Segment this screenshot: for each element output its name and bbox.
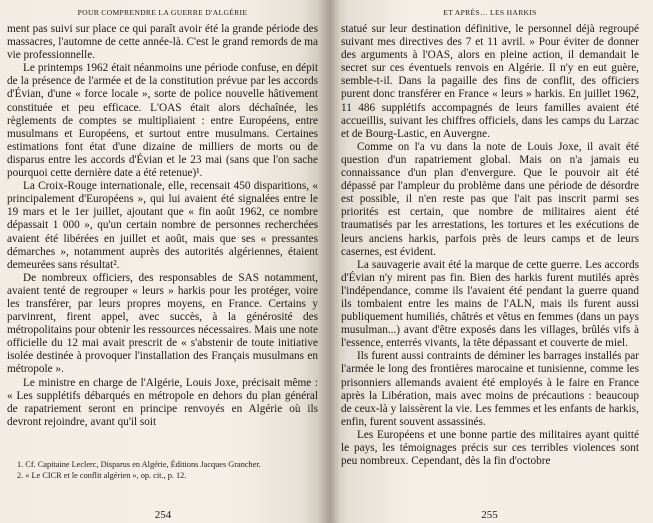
left-page-body	[7, 23, 318, 429]
paragraph: ment pas suivi sur place ce qui paraît avoir été la grande période des massacres, l'automne de cette année-là. C'est le grand remords de ma vie professionnelle.	[7, 23, 318, 62]
paragraph: Le printemps 1962 était néanmoins une période confuse, en dépit de la présence de l'armée et de la constitution prévue par les accords d'Évian, d'une « force locale », sorte de police nouvelle hâtivement constituée et peu efficace. L'OAS était alors déchaînée, les règlements de comptes se multipliaient : entre Européens, entre musulmans et Européens, et surtout entre musulmans. Certaines estimations font état d'une dizaine de milliers de morts ou de disparus entre les accords d'Évian et le 23 mai (sans que l'on sache pourquoi cette dernière date a été retenue)¹.	[7, 62, 318, 180]
footnote: 1. Cf. Capitaine Leclerc, Disparus en Algérie, Éditions Jacques Grancher.	[17, 460, 261, 469]
running-head-right: ET APRÈS… LES HARKIS	[443, 8, 537, 17]
paragraph: Les Européens et une bonne partie des militaires ayant quitté le pays, les témoignages précis sur ces terribles violences sont peu nombreux. Cependant, dès la fin d'octobre	[341, 428, 639, 468]
paragraph: La sauvagerie avait été la marque de cette guerre. Les accords d'Évian n'y mirent pas fin. Bien des harkis furent mutilés après l'indépendance, comme ils l'avaient été pendant la guerre quand ils tombaient entre les mains de l'ALN, mais ils furent aussi publiquement humiliés, châtrés et vêtus en femmes (dans un pays musulman...) avant d'être exposés dans les villages, brûlés vifs à l'essence, enterrés vivants, la tête dépassant et couverte de miel.	[341, 258, 639, 350]
footnote: 2. « Le CICR et le conflit algérien », op. cit., p. 12.	[17, 470, 187, 480]
right-page-body	[341, 23, 639, 468]
paragraph: Ils furent aussi contraints de déminer les barrages installés par l'armée le long des frontières marocaine et tunisienne, comme les prisonniers allemands avaient été employés à le faire en France après la Libération, mais avec moins de précautions : beaucoup de ceux-là y laissèrent la vie. Les femmes et les enfants de harkis, enfin, furent souvent assassinés.	[341, 350, 639, 428]
footnotes	[9, 460, 318, 481]
left-page	[0, 0, 326, 523]
paragraph: La Croix-Rouge internationale, elle, recensait 450 disparitions, « principalement d'Européens », qui lui avaient été signalées entre le 19 mars et le 1er juillet, ajoutant que « fin août 1962, ce nombre dépassait 1 000 », qu'un certain nombre de personnes recherchées avaient été libérées en juillet et août, mais que ses « pressantes démarches », notamment auprès des autorités algériennes, étaient demeurées sans résultat².	[7, 180, 318, 271]
paragraph: statué sur leur destination définitive, le personnel déjà regroupé suivant mes directives des 7 et 11 avril. » Pour éviter de donner des arguments à l'OAS, alors en pleine action, il demandait le secret sur ces éventuels renvois en Algérie. Il n'y en eut guère, semble-t-il. Dans la pagaille des fins de conflit, des officiers purent donc transférer en France « leurs » harkis. En juillet 1962, 11 486 supplétifs accompagnés de leurs familles avaient été accueillis, suivant les chiffres officiels, dans les camps du Larzac et de Bourg-Lastic, en Auvergne.	[341, 23, 639, 140]
paragraph: Comme on l'a vu dans la note de Louis Joxe, il avait été question d'un rapatriement global. Mais on n'a jamais eu connaissance d'un plan d'envergure. Que le pouvoir ait été dépassé par l'ampleur du problème dans une période de désordre est possible, il n'en reste pas que l'ait pas inscrit parmi ses priorités est certain, que nombre de militaires aient été traumatisés par les arrestations, les tortures et les exécutions de leurs anciens harkis, parfois près de leurs camps et de leurs casernes, est évident.	[341, 140, 639, 258]
running-head-left: POUR COMPRENDRE LA GUERRE D'ALGÉRIE	[77, 8, 248, 17]
right-page	[326, 0, 653, 523]
paragraph: De nombreux officiers, des responsables de SAS notamment, avaient tenté de regrouper « leurs » harkis pour les protéger, voire les transférer, par leurs propres moyens, en France. Certains y parvinrent, firent appel, avec succès, à la générosité des métropolitains pour obtenir les ressources nécessaires. Mais une note officielle du 12 mai avait prescrit de « s'abstenir de toute initiative isolée destinée à provoquer l'installation des Français musulmans en métropole ».	[7, 271, 318, 376]
page-number-left: 254	[154, 509, 172, 521]
paragraph: Le ministre en charge de l'Algérie, Louis Joxe, précisait même : « Les supplétifs débarqués en métropole en dehors du plan général de rapatriement seront en principe renvoyés en Algérie où ils devront rejoindre, avant qu'il soit	[7, 376, 318, 428]
page-number-right: 255	[481, 509, 498, 521]
